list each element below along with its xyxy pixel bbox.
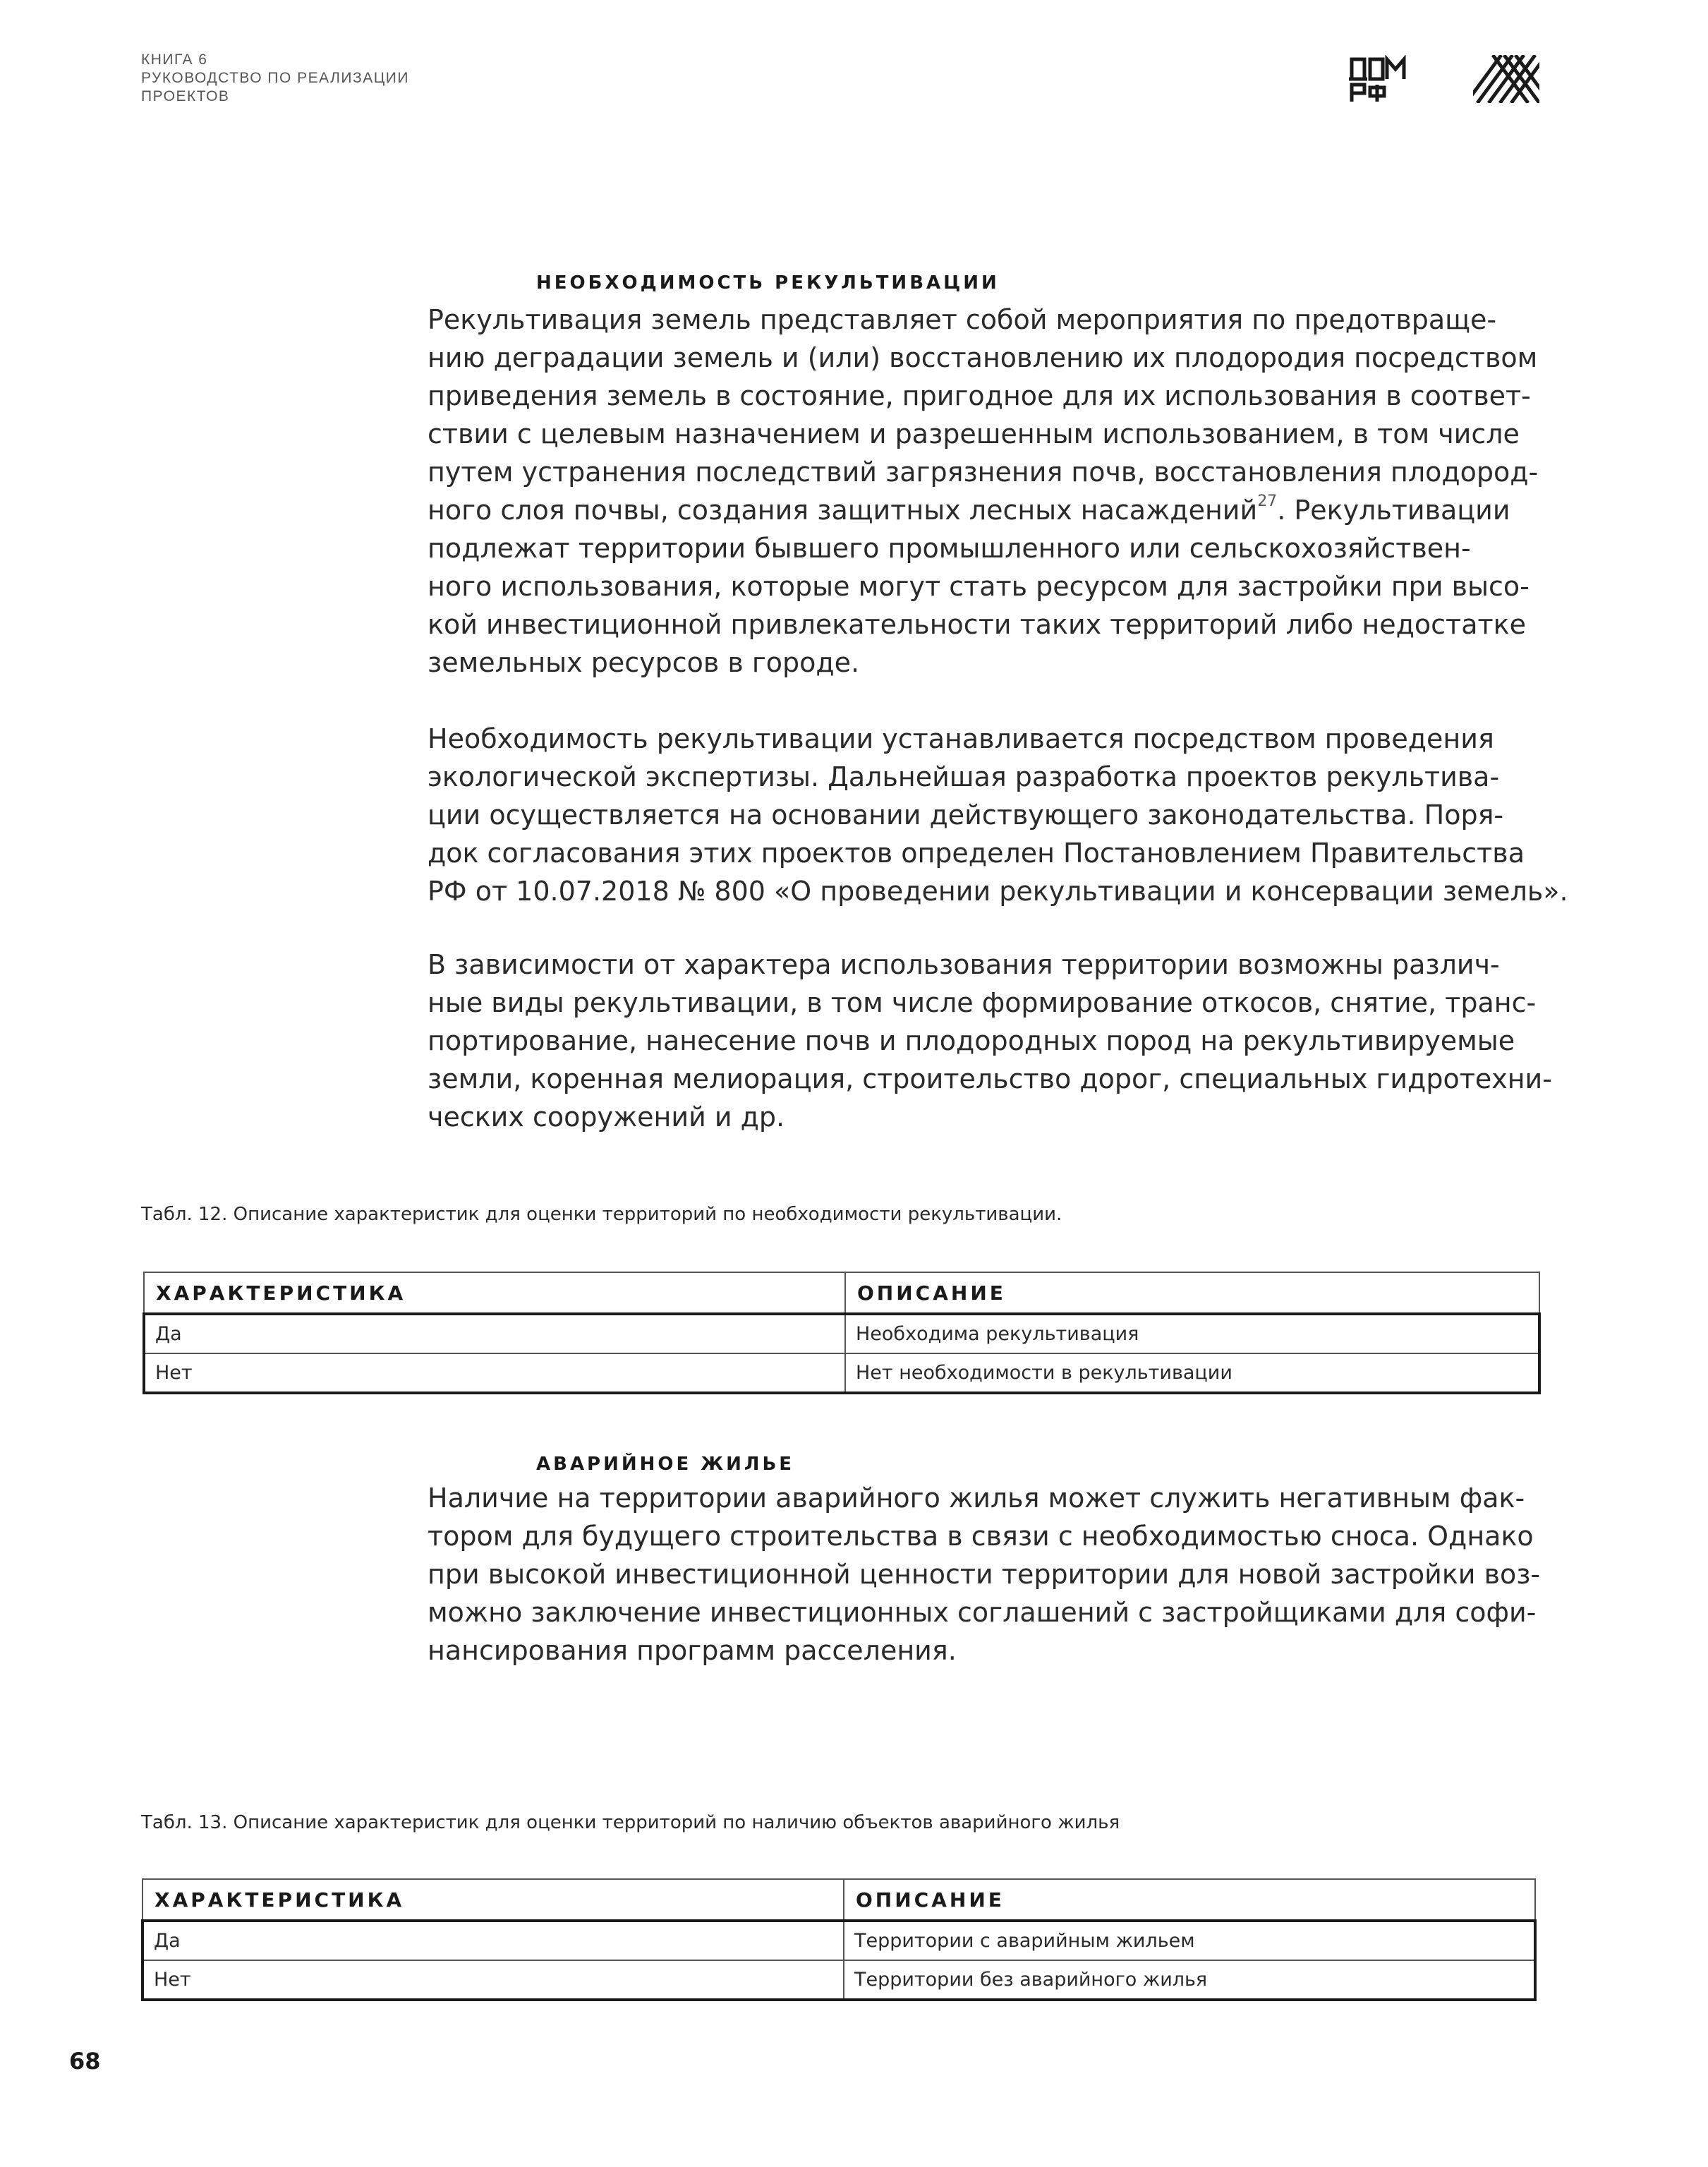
running-header xyxy=(141,51,409,106)
text-line: портирование, нанесение почв и плодородных пород на рекультивируемые xyxy=(428,1025,1515,1056)
text-line: ного использования, которые могут стать ресурсом для застройки при высо- xyxy=(428,571,1530,602)
dom-rf-logo xyxy=(1349,55,1407,104)
column-header-description: ОПИСАНИЕ xyxy=(844,1879,1535,1921)
text-line: при высокой инвестиционной ценности территории для новой застройки воз- xyxy=(428,1559,1541,1590)
section-heading-recultivation: НЕОБХОДИМОСТЬ РЕКУЛЬТИВАЦИИ xyxy=(536,272,1000,294)
text-line: земли, коренная мелиорация, строительство дорог, специальных гидротехни- xyxy=(428,1063,1552,1094)
recultivation-paragraph-1 xyxy=(428,301,1539,682)
text-line: РФ от 10.07.2018 № 800 «О проведении рекультивации и консервации земель». xyxy=(428,876,1568,907)
table-12-caption: Табл. 12. Описание характеристик для оценки территорий по необходимости рекультивации. xyxy=(141,1204,1062,1225)
text-line: земельных ресурсов в городе. xyxy=(428,647,860,678)
table-cell: Нет необходимости в рекультивации xyxy=(845,1353,1539,1393)
text-segment: ного слоя почвы, создания защитных лесных насаждений xyxy=(428,495,1258,526)
column-header-characteristic: ХАРАКТЕРИСТИКА xyxy=(143,1879,844,1921)
text-line: экологической экспертизы. Дальнейшая разработка проектов рекультива- xyxy=(428,761,1500,792)
text-line: нию деградации земель и (или) восстановлению их плодородия посредством xyxy=(428,342,1538,373)
table-13 xyxy=(141,1878,1537,2001)
footnote-marker: 27 xyxy=(1257,493,1278,510)
column-header-description: ОПИСАНИЕ xyxy=(845,1272,1539,1314)
table-row xyxy=(144,1353,1539,1393)
text-line: ствии с целевым назначением и разрешенным использованием, в том числе xyxy=(428,418,1520,449)
table-cell: Нет xyxy=(144,1353,845,1393)
text-line: В зависимости от характера использования территории возможны различ- xyxy=(428,949,1500,980)
diagonal-pattern-logo xyxy=(1473,55,1539,103)
table-12 xyxy=(143,1272,1541,1394)
table-13-caption: Табл. 13. Описание характеристик для оценки территорий по наличию объектов аварийного жилья xyxy=(141,1812,1120,1833)
table-row xyxy=(143,1960,1535,2000)
table-row xyxy=(143,1921,1535,1960)
text-line: ции осуществляется на основании действующего законодательства. Поря- xyxy=(428,799,1504,831)
text-line: ные виды рекультивации, в том числе формирование откосов, снятие, транс- xyxy=(428,987,1537,1018)
table-cell: Да xyxy=(144,1314,845,1353)
table-row xyxy=(144,1314,1539,1353)
text-segment: . Рекультивации xyxy=(1277,495,1510,526)
table-cell: Нет xyxy=(143,1960,844,2000)
table-cell: Территории без аварийного жилья xyxy=(844,1960,1535,2000)
table-header-row xyxy=(144,1272,1539,1314)
emergency-housing-paragraph xyxy=(428,1479,1541,1670)
text-line: можно заключение инвестиционных соглашений с застройщиками для софи- xyxy=(428,1597,1537,1628)
text-line: ческих сооружений и др. xyxy=(428,1101,785,1133)
text-line: путем устранения последствий загрязнения почв, восстановления плодород- xyxy=(428,457,1539,488)
text-line: приведения земель в состояние, пригодное для их использования в соответ- xyxy=(428,380,1531,411)
table-cell: Необходима рекультивация xyxy=(845,1314,1539,1353)
table-cell: Да xyxy=(143,1921,844,1960)
recultivation-paragraph-2 xyxy=(428,720,1568,910)
text-line: Рекультивация земель представляет собой мероприятия по предотвраще- xyxy=(428,304,1497,335)
text-line: тором для будущего строительства в связи с необходимостью сноса. Однако xyxy=(428,1521,1534,1552)
recultivation-paragraph-3 xyxy=(428,946,1552,1136)
text-line xyxy=(428,491,1528,529)
page-number: 68 xyxy=(69,2048,101,2075)
header-line: РУКОВОДСТВО ПО РЕАЛИЗАЦИИ xyxy=(141,70,409,86)
table-cell: Территории с аварийным жильем xyxy=(844,1921,1535,1960)
header-line: КНИГА 6 xyxy=(141,52,208,68)
text-line: Необходимость рекультивации устанавливается посредством проведения xyxy=(428,723,1494,754)
text-line: кой инвестиционной привлекательности таких территорий либо недостатке xyxy=(428,609,1526,640)
text-line: нансирования программ расселения. xyxy=(428,1635,957,1666)
text-line: Наличие на территории аварийного жилья может служить негативным фак- xyxy=(428,1483,1525,1514)
header-line: ПРОЕКТОВ xyxy=(141,88,230,104)
table-header-row xyxy=(143,1879,1535,1921)
text-line: док согласования этих проектов определен Постановлением Правительства xyxy=(428,838,1525,869)
column-header-characteristic: ХАРАКТЕРИСТИКА xyxy=(144,1272,845,1314)
section-heading-emergency-housing: АВАРИЙНОЕ ЖИЛЬЕ xyxy=(536,1454,795,1475)
text-line: подлежат территории бывшего промышленного или сельскохозяйствен- xyxy=(428,533,1471,564)
